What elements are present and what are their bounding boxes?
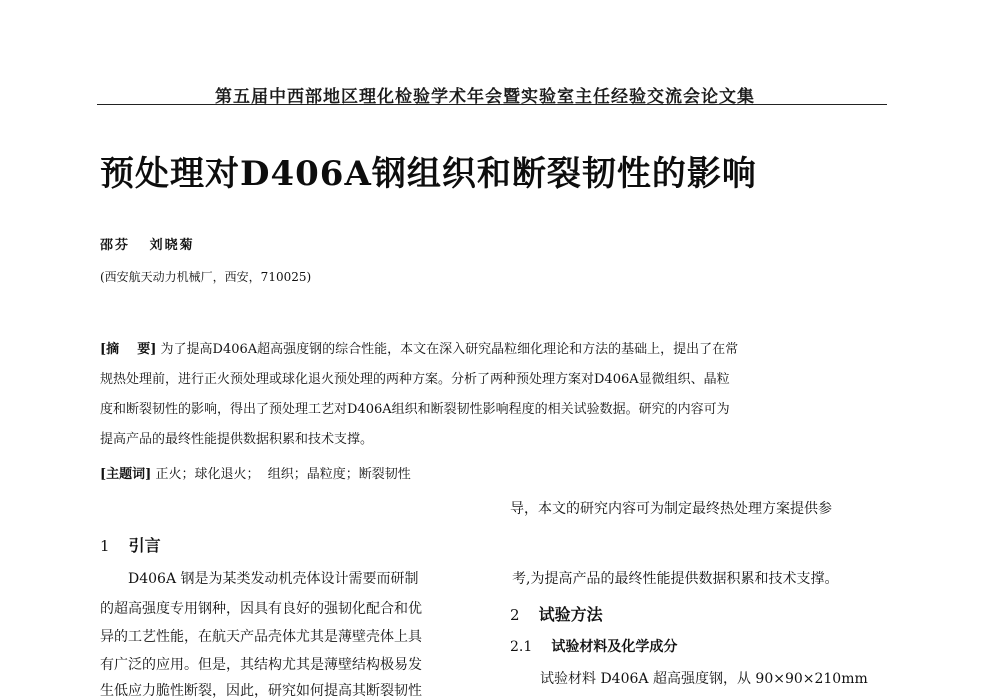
left-para-line-4: 有广泛的应用。但是，其结构尤其是薄壁结构极易发	[100, 657, 422, 673]
section-1-title: 引言	[128, 536, 161, 555]
keywords	[100, 463, 411, 482]
right-col-line-1: 导，本文的研究内容可为制定最终热处理方案提供参	[510, 501, 832, 517]
subsection-2-1-number: 2.1	[510, 639, 533, 655]
section-1-number: 1	[100, 537, 110, 555]
section-2-number: 2	[510, 606, 520, 624]
abstract-label: [摘 要]	[100, 342, 157, 357]
header-rule	[97, 104, 887, 105]
abstract-line-2: 规热处理前，进行正火预处理或球化退火预处理的两种方案。分析了两种预处理方案对D406A显微组织、晶粒	[100, 372, 730, 387]
left-para-line-3: 异的工艺性能，在航天产品壳体尤其是薄壁壳体上具	[100, 629, 422, 645]
left-para-line-1: D406A 钢是为某类发动机壳体设计需要而研制	[128, 571, 419, 587]
authors: 邵芬 刘晓菊	[100, 238, 195, 253]
subsection-2-1-heading	[510, 636, 677, 656]
abstract	[100, 335, 890, 455]
left-para-line-5: 生低应力脆性断裂，因此，研究如何提高其断裂韧性	[100, 683, 422, 699]
section-1-heading	[100, 533, 161, 556]
keywords-text: 正火；球化退火； 组织；晶粒度；断裂韧性	[155, 467, 411, 482]
abstract-line-4: 提高产品的最终性能提供数据积累和技术支撑。	[100, 432, 374, 447]
abstract-line-3: 度和断裂韧性的影响，得出了预处理工艺对D406A组织和断裂韧性影响程度的相关试验数据。研究的内容可为	[100, 402, 730, 417]
section-2-heading	[510, 602, 603, 625]
left-para-line-2: 的超高强度专用钢种，因具有良好的强韧化配合和优	[100, 601, 422, 617]
keywords-label: [主题词]	[100, 467, 152, 482]
running-header: 第五届中西部地区理化检验学术年会暨实验室主任经验交流会论文集	[215, 87, 755, 107]
abstract-line-1	[100, 335, 890, 365]
paper-title: 预处理对D406A钢组织和断裂韧性的影响	[100, 154, 757, 194]
subsection-2-1-title: 试验材料及化学成分	[551, 639, 678, 655]
section-2-title: 试验方法	[538, 605, 603, 624]
right-col-line-3: 试验材料 D406A 超高强度钢，从 90×90×210mm	[540, 671, 868, 687]
right-col-line-2: 考,为提高产品的最终性能提供数据积累和技术支撑。	[512, 571, 839, 587]
abstract-text: 为了提高D406A超高强度钢的综合性能，本文在深入研究晶粒细化理论和方法的基础上，提出了在常	[160, 342, 739, 357]
affiliation: (西安航天动力机械厂，西安，710025)	[100, 270, 312, 284]
